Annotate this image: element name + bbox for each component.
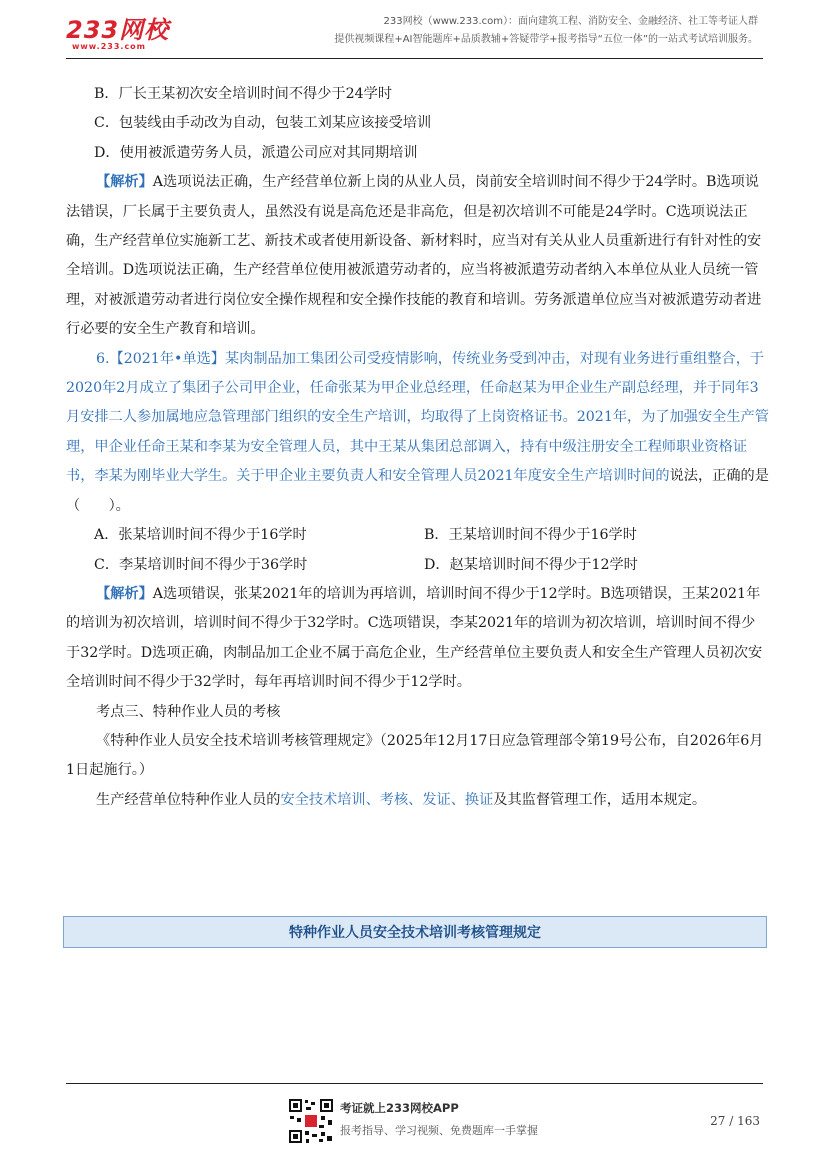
scope-pre: 生产经营单位特种作业人员的: [96, 791, 281, 808]
q6-options-row-1: [66, 521, 769, 550]
q6-option-d: D．赵某培训时间不得少于12学时: [424, 556, 638, 573]
brand-logo: [66, 10, 169, 51]
q5-analysis-text: A选项说法正确，生产经营单位新上岗的从业人员，岗前安全培训时间不得少于24学时。B选项说法错误，厂长属于主要负责人，虽然没有说是高危还是非高危，但是初次培训不可能是24学时。C选项说法正确，生产经营单位实施新工艺、新技术或者使用新设备、新材料时，应当对有关从业人员重新进行有针对性的安全培训。D选项说法正确，生产经营单位使用被派遣劳动者的，应当将被派遣劳动者纳入本单位从业人员统一管理，对被派遣劳动者进行岗位安全操作规程和安全操作技能的教育和培训。劳务派遣单位应当对被派遣劳动者进行必要的安全生产教育和培训。: [66, 174, 762, 338]
slogan-line-1: 233网校（www.233.com）：面向建筑工程、消防安全、金融经济、社工等考证人群: [383, 16, 758, 27]
q6-analysis-tag: 【解析】: [96, 585, 153, 602]
logo-text: 233网校: [66, 16, 170, 44]
slogan-line-2: 提供视频课程+AI智能题库+品质教辅+答疑带学+报考指导“五位一体”的一站式考试培训服务。: [334, 34, 758, 45]
header-slogan: [334, 13, 758, 49]
q6-stem-tail: 说法，正确的是（ ）。: [66, 468, 769, 514]
q6-analysis-text: A选项错误，张某2021年的培训为再培训，培训时间不得少于12学时。B选项错误，王某2021年的培训为初次培训，培训时间不得少于32学时。C选项错误，李某2021年的培训为初次培训，培训时间不得少于32学时。D选项正确，肉制品加工企业不属于高危企业，生产经营单位主要负责人和安全生产管理人员初次安全培训时间不得少于32学时，每年再培训时间不得少于12学时。: [66, 585, 763, 691]
regulation-banner: 特种作业人员安全技术培训考核管理规定: [63, 916, 767, 948]
q5-analysis: [66, 168, 769, 344]
q6-option-b: B．王某培训时间不得少于16学时: [424, 527, 637, 544]
app-promo-subtitle: 报考指导、学习视频、免费题库一手掌握: [340, 1124, 538, 1137]
q6-options-row-2: [66, 551, 769, 580]
regulation-text: 《特种作业人员安全技术培训考核管理规定》（2025年12月17日应急管理部令第19号公布，自2026年6月1日起施行。）: [66, 732, 764, 779]
q6-analysis: [66, 580, 769, 698]
document-body: [66, 80, 769, 815]
q5-option-c: C．包装线由手动改为自动，包装工刘某应该接受培训: [94, 115, 432, 132]
app-promo-title: 考证就上233网校APP: [340, 1101, 459, 1115]
scope-text: [66, 786, 769, 815]
q6-stem: [66, 345, 769, 521]
header-divider: [66, 58, 763, 59]
section-heading: 考点三、特种作业人员的考核: [96, 703, 281, 720]
logo-url: www.233.com: [72, 42, 147, 51]
scope-highlight: 安全技术培训、考核、发证、换证: [280, 791, 494, 808]
page-number: 27 / 163: [710, 1114, 760, 1128]
q6-stem-blue: 6.【2021年•单选】某肉制品加工集团公司受疫情影响，传统业务受到冲击，对现有业务进行重组整合，于2020年2月成立了集团子公司甲企业，任命张某为甲企业总经理，任命赵某为甲企业生产副总经理，并于同年3月安排二人参加属地应急管理部门组织的安全生产培训，均取得了上岗资格证书。2021年，为了加强安全生产管理，甲企业任命王某和李某为安全管理人员，其中王某从集团总部调入，持有中级注册安全工程师职业资格证书，李某为刚毕业大学生。关于甲企业主要负责人和安全管理人员2021年度安全生产培训时间的: [66, 350, 769, 485]
q6-option-c: C．李某培训时间不得少于36学时: [94, 556, 308, 573]
qr-code-icon: [288, 1098, 334, 1144]
scope-post: 及其监督管理工作，适用本规定。: [493, 791, 707, 808]
footer-divider: [66, 1083, 763, 1084]
q5-analysis-tag: 【解析】: [96, 174, 153, 191]
q5-option-d: D．使用被派遣劳务人员，派遣公司应对其同期培训: [94, 144, 418, 161]
q6-option-a: A．张某培训时间不得少于16学时: [94, 527, 307, 544]
q5-option-b: B．厂长王某初次安全培训时间不得少于24学时: [94, 86, 393, 102]
page-header: [0, 0, 830, 60]
